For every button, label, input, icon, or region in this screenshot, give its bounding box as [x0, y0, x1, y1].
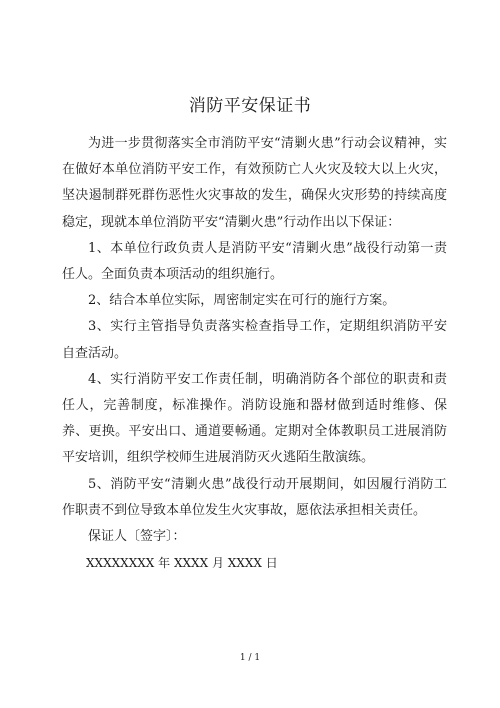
clause-3-paragraph: 3、实行主管指导负责落实检查指导工作，定期组织消防平安自查活动。	[62, 319, 447, 361]
intro-paragraph: 为进一步贯彻落实全市消防平安“清剿火患”行动会议精神，实在做好本单位消防平安工作，有效预防亡人火灾及较大以上火灾，坚决遏制群死群伤恶性火灾事故的发生，确保火灾形势的持续高度稳定，现就本单位消防平安“清剿火患”行动作出以下保证：	[62, 136, 447, 230]
clause-2-paragraph: 2、结合本单位实际，周密制定实在可行的施行方案。	[88, 293, 396, 309]
clause-4-paragraph: 4、实行消防平安工作责任制，明确消防各个部位的职责和责任人，完善制度，标准操作。消防设施和器材做到适时维修、保养、更换。平安出口、通道要畅通。定期对全体教职员工进展消防平安培训，组织学校师生进展消防灭火逃陌生散演练。	[62, 371, 447, 466]
date-line: XXXXXXXX 年 XXXX 月 XXXX 日	[86, 556, 278, 571]
clause-5-paragraph: 5、消防平安“清剿火患”战役行动开展期间，如因履行消防工作职责不到位导致本单位发生火灾事故，愿依法承担相关责任。	[62, 476, 447, 518]
signature-label: 保证人〔签字〕：	[88, 529, 186, 545]
page-number: 1 / 1	[239, 653, 261, 663]
document-body	[62, 131, 447, 576]
document-title: 消防平安保证书	[188, 96, 312, 116]
clause-1-paragraph: 1、本单位行政负责人是消防平安“清剿火患”战役行动第一责任人。全面负责本项活动的组织施行。	[62, 240, 447, 283]
